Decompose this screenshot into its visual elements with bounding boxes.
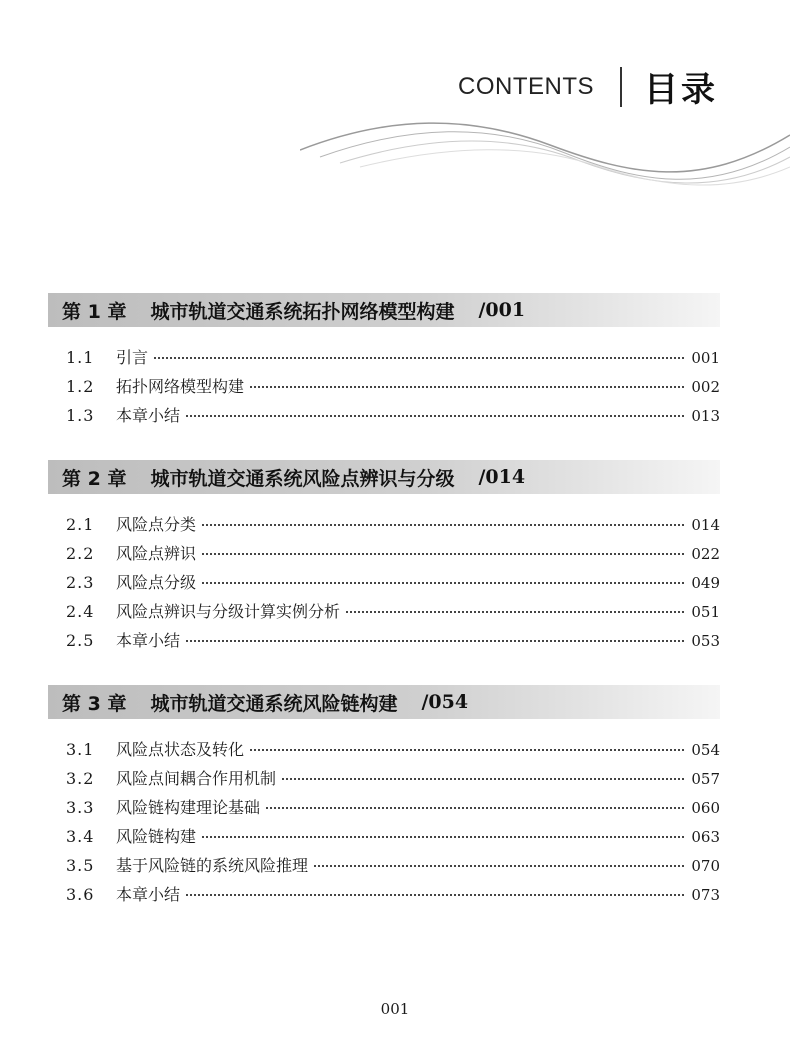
section-title: 风险点分级 — [116, 573, 197, 592]
header-divider — [620, 67, 622, 107]
section-number: 3.5 — [66, 856, 95, 875]
dot-leader — [266, 807, 684, 809]
section-number: 3.3 — [66, 798, 95, 817]
dot-leader — [186, 415, 684, 417]
chapter-heading[interactable] — [48, 293, 720, 327]
section-page: 051 — [691, 603, 720, 621]
section-number: 3.6 — [66, 885, 95, 904]
contents-chinese-title: 目录 — [644, 70, 718, 110]
section-title: 拓扑网络模型构建 — [116, 377, 245, 396]
chapter-title: 城市轨道交通系统风险点辨识与分级 — [150, 467, 455, 490]
toc-entry[interactable] — [48, 599, 720, 628]
section-page: 001 — [691, 349, 720, 367]
section-number: 2.2 — [66, 544, 95, 563]
chapter-label: 第 1 章 — [62, 300, 127, 323]
section-title: 本章小结 — [116, 406, 181, 425]
contents-english-title: CONTENTS — [458, 72, 594, 100]
toc-entry[interactable] — [48, 737, 720, 766]
section-title: 引言 — [116, 348, 149, 367]
section-title: 基于风险链的系统风险推理 — [116, 856, 309, 875]
section-number: 3.1 — [66, 740, 95, 759]
section-list — [48, 512, 720, 657]
section-title: 风险点分类 — [116, 515, 197, 534]
dot-leader — [346, 611, 684, 613]
section-list — [48, 737, 720, 911]
chapter-label: 第 3 章 — [62, 692, 127, 715]
section-number: 3.4 — [66, 827, 95, 846]
toc-entry[interactable] — [48, 345, 720, 374]
toc-entry[interactable] — [48, 628, 720, 657]
section-number: 2.3 — [66, 573, 95, 592]
chapter-title: 城市轨道交通系统拓扑网络模型构建 — [150, 300, 455, 323]
chapter-label: 第 2 章 — [62, 467, 127, 490]
section-number: 1.1 — [66, 348, 95, 367]
section-title: 风险链构建 — [116, 827, 197, 846]
dot-leader — [202, 524, 684, 526]
decorative-wave — [300, 95, 790, 205]
section-title: 风险点间耦合作用机制 — [116, 769, 277, 788]
toc-entry[interactable] — [48, 512, 720, 541]
section-number: 2.5 — [66, 631, 95, 650]
page-header — [458, 62, 718, 111]
toc-entry[interactable] — [48, 853, 720, 882]
chapter-page: /001 — [478, 299, 526, 321]
section-number: 2.4 — [66, 602, 95, 621]
table-of-contents — [48, 293, 720, 939]
section-page: 013 — [691, 407, 720, 425]
section-page: 073 — [691, 886, 720, 904]
dot-leader — [202, 582, 684, 584]
dot-leader — [186, 894, 684, 896]
toc-entry[interactable] — [48, 824, 720, 853]
dot-leader — [250, 749, 684, 751]
section-page: 014 — [691, 516, 720, 534]
section-title: 本章小结 — [116, 885, 181, 904]
page-number: 001 — [380, 1000, 410, 1018]
dot-leader — [314, 865, 684, 867]
toc-entry[interactable] — [48, 882, 720, 911]
section-page: 054 — [691, 741, 720, 759]
section-title: 风险点辨识 — [116, 544, 197, 563]
chapter-page: /054 — [421, 691, 469, 713]
section-page: 070 — [691, 857, 720, 875]
chapter-page: /014 — [478, 466, 526, 488]
section-title: 风险链构建理论基础 — [116, 798, 261, 817]
toc-entry[interactable] — [48, 541, 720, 570]
dot-leader — [282, 778, 684, 780]
chapter-title: 城市轨道交通系统风险链构建 — [150, 692, 398, 715]
section-title: 风险点辨识与分级计算实例分析 — [116, 602, 341, 621]
section-title: 本章小结 — [116, 631, 181, 650]
dot-leader — [186, 640, 684, 642]
section-page: 049 — [691, 574, 720, 592]
section-page: 002 — [691, 378, 720, 396]
section-list — [48, 345, 720, 432]
section-title: 风险点状态及转化 — [116, 740, 245, 759]
toc-entry[interactable] — [48, 570, 720, 599]
toc-entry[interactable] — [48, 374, 720, 403]
toc-entry[interactable] — [48, 403, 720, 432]
toc-entry[interactable] — [48, 766, 720, 795]
section-page: 063 — [691, 828, 720, 846]
section-page: 057 — [691, 770, 720, 788]
dot-leader — [154, 357, 684, 359]
section-number: 3.2 — [66, 769, 95, 788]
chapter-heading[interactable] — [48, 685, 720, 719]
section-page: 060 — [691, 799, 720, 817]
toc-entry[interactable] — [48, 795, 720, 824]
dot-leader — [250, 386, 684, 388]
section-page: 022 — [691, 545, 720, 563]
dot-leader — [202, 836, 684, 838]
section-page: 053 — [691, 632, 720, 650]
dot-leader — [202, 553, 684, 555]
chapter-heading[interactable] — [48, 460, 720, 494]
section-number: 1.2 — [66, 377, 95, 396]
section-number: 1.3 — [66, 406, 95, 425]
section-number: 2.1 — [66, 515, 95, 534]
